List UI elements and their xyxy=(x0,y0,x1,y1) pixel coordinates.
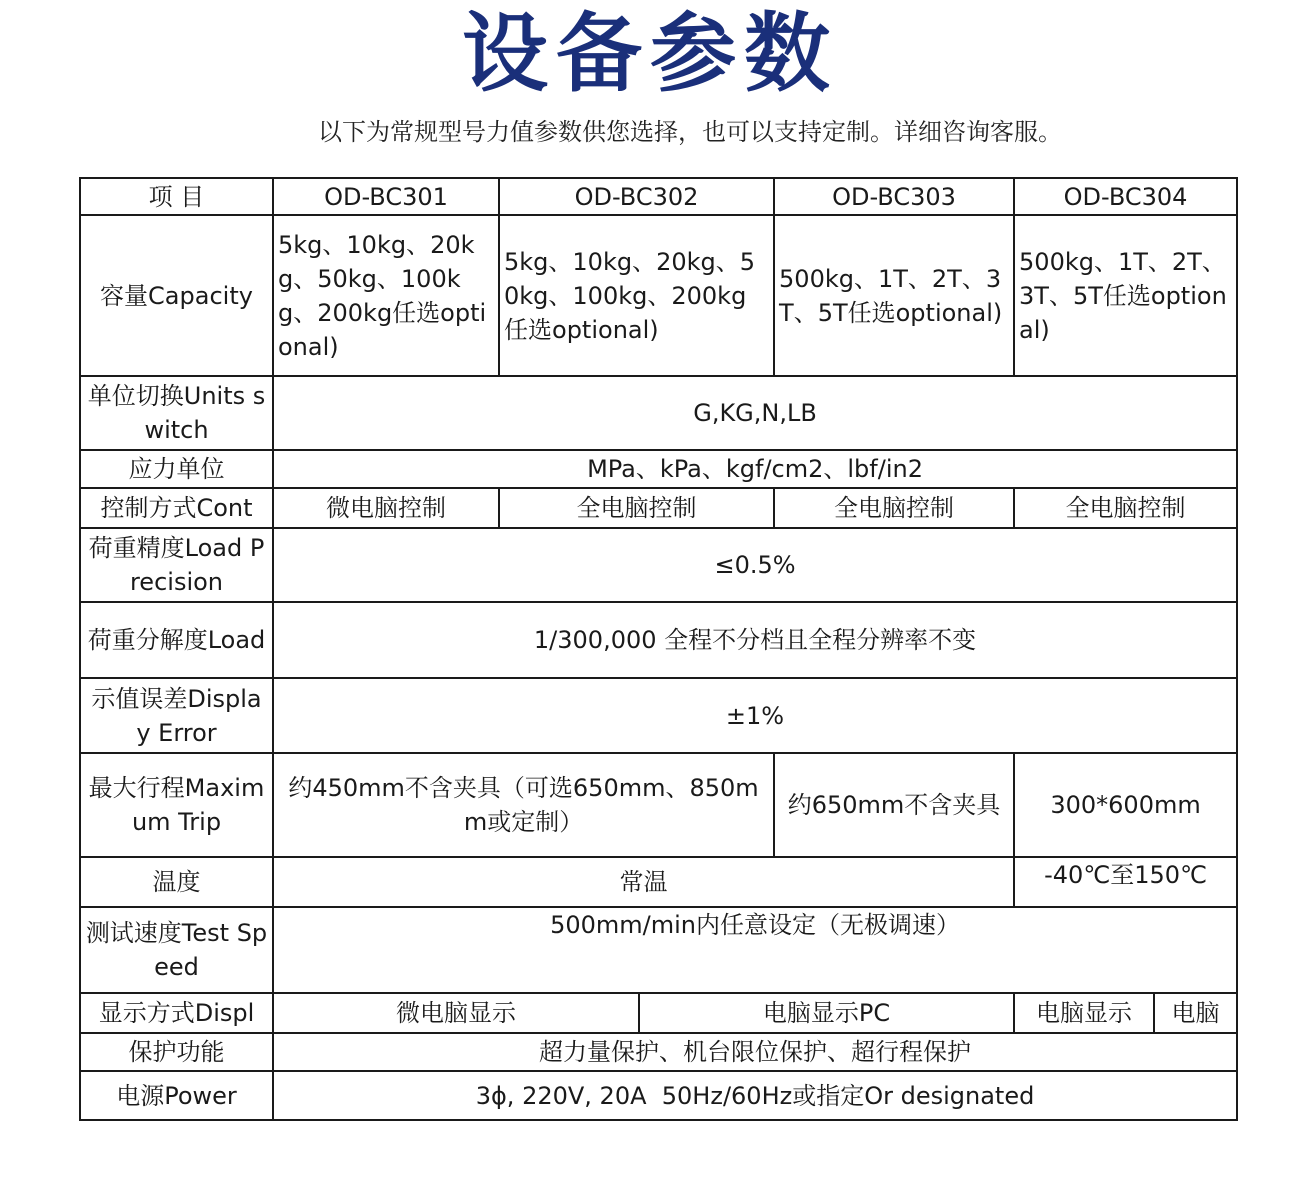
row-label-test-speed: 测试速度Test Speed xyxy=(80,907,273,993)
table-row-stress-unit xyxy=(80,450,1237,488)
temperature-value: 常温 xyxy=(273,857,1014,907)
capacity-bc304: 500kg、1T、2T、3T、5T任选optional) xyxy=(1014,215,1237,376)
capacity-bc303: 500kg、1T、2T、3T、5T任选optional) xyxy=(774,215,1014,376)
stress-unit-value: MPa、kPa、kgf/cm2、lbf/in2 xyxy=(273,450,1237,488)
header-model-bc302: OD-BC302 xyxy=(499,178,774,215)
row-label-display-error: 示值误差Display Error xyxy=(80,678,273,753)
display-mode-bc302-303: 电脑显示PC xyxy=(639,993,1014,1033)
table-row-display-error xyxy=(80,678,1237,753)
row-label-control: 控制方式Cont xyxy=(80,488,273,528)
display-mode-bc304-b: 电脑 xyxy=(1154,993,1237,1033)
table-row-temperature xyxy=(80,857,1237,907)
max-trip-bc301-302: 约450mm不含夹具（可选650mm、850mm或定制） xyxy=(273,753,774,857)
row-label-load-precision: 荷重精度Load Precision xyxy=(80,528,273,602)
test-speed-value: 500mm/min内任意设定（无极调速） xyxy=(273,907,1237,993)
page-subtitle: 以下为常规型号力值参数供您选择，也可以支持定制。详细咨询客服。 xyxy=(318,118,1062,146)
temperature-bc304: -40℃至150℃ xyxy=(1014,857,1237,907)
table-row-capacity xyxy=(80,215,1237,376)
header-model-bc303: OD-BC303 xyxy=(774,178,1014,215)
row-label-load-resolution: 荷重分解度Load xyxy=(80,602,273,678)
table-row-load-precision xyxy=(80,528,1237,602)
row-label-power: 电源Power xyxy=(80,1071,273,1120)
load-resolution-value: 1/300,000 全程不分档且全程分辨率不变 xyxy=(273,602,1237,678)
header-model-bc304: OD-BC304 xyxy=(1014,178,1237,215)
table-row-control xyxy=(80,488,1237,528)
table-row-units-switch xyxy=(80,376,1237,450)
spec-table xyxy=(79,177,1238,1121)
control-bc303: 全电脑控制 xyxy=(774,488,1014,528)
power-value: 3ϕ, 220V, 20A 50Hz/60Hz或指定Or designated xyxy=(273,1071,1237,1120)
protection-value: 超力量保护、机台限位保护、超行程保护 xyxy=(273,1033,1237,1071)
row-label-display-mode: 显示方式Displ xyxy=(80,993,273,1033)
display-error-value: ±1% xyxy=(273,678,1237,753)
control-bc301: 微电脑控制 xyxy=(273,488,499,528)
control-bc304: 全电脑控制 xyxy=(1014,488,1237,528)
table-header-row xyxy=(80,178,1237,215)
header-item: 项 目 xyxy=(80,178,273,215)
table-row-display-mode xyxy=(80,993,1237,1033)
capacity-bc301: 5kg、10kg、20kg、50kg、100kg、200kg任选optional) xyxy=(273,215,499,376)
max-trip-bc304: 300*600mm xyxy=(1014,753,1237,857)
max-trip-bc303: 约650mm不含夹具 xyxy=(774,753,1014,857)
display-mode-bc301: 微电脑显示 xyxy=(273,993,639,1033)
display-mode-bc304-a: 电脑显示 xyxy=(1014,993,1154,1033)
page-title: 设备参数 xyxy=(462,4,838,104)
load-precision-value: ≤0.5% xyxy=(273,528,1237,602)
row-label-temperature: 温度 xyxy=(80,857,273,907)
table-row-test-speed xyxy=(80,907,1237,993)
row-label-stress-unit: 应力单位 xyxy=(80,450,273,488)
header-model-bc301: OD-BC301 xyxy=(273,178,499,215)
row-label-units-switch: 单位切换Units switch xyxy=(80,376,273,450)
capacity-bc302: 5kg、10kg、20kg、50kg、100kg、200kg任选optional) xyxy=(499,215,774,376)
control-bc302: 全电脑控制 xyxy=(499,488,774,528)
table-row-power xyxy=(80,1071,1237,1120)
row-label-protection: 保护功能 xyxy=(80,1033,273,1071)
table-row-protection xyxy=(80,1033,1237,1071)
row-label-capacity: 容量Capacity xyxy=(80,215,273,376)
row-label-max-trip: 最大行程Maximum Trip xyxy=(80,753,273,857)
table-row-max-trip xyxy=(80,753,1237,857)
units-switch-value: G,KG,N,LB xyxy=(273,376,1237,450)
table-row-load-resolution xyxy=(80,602,1237,678)
